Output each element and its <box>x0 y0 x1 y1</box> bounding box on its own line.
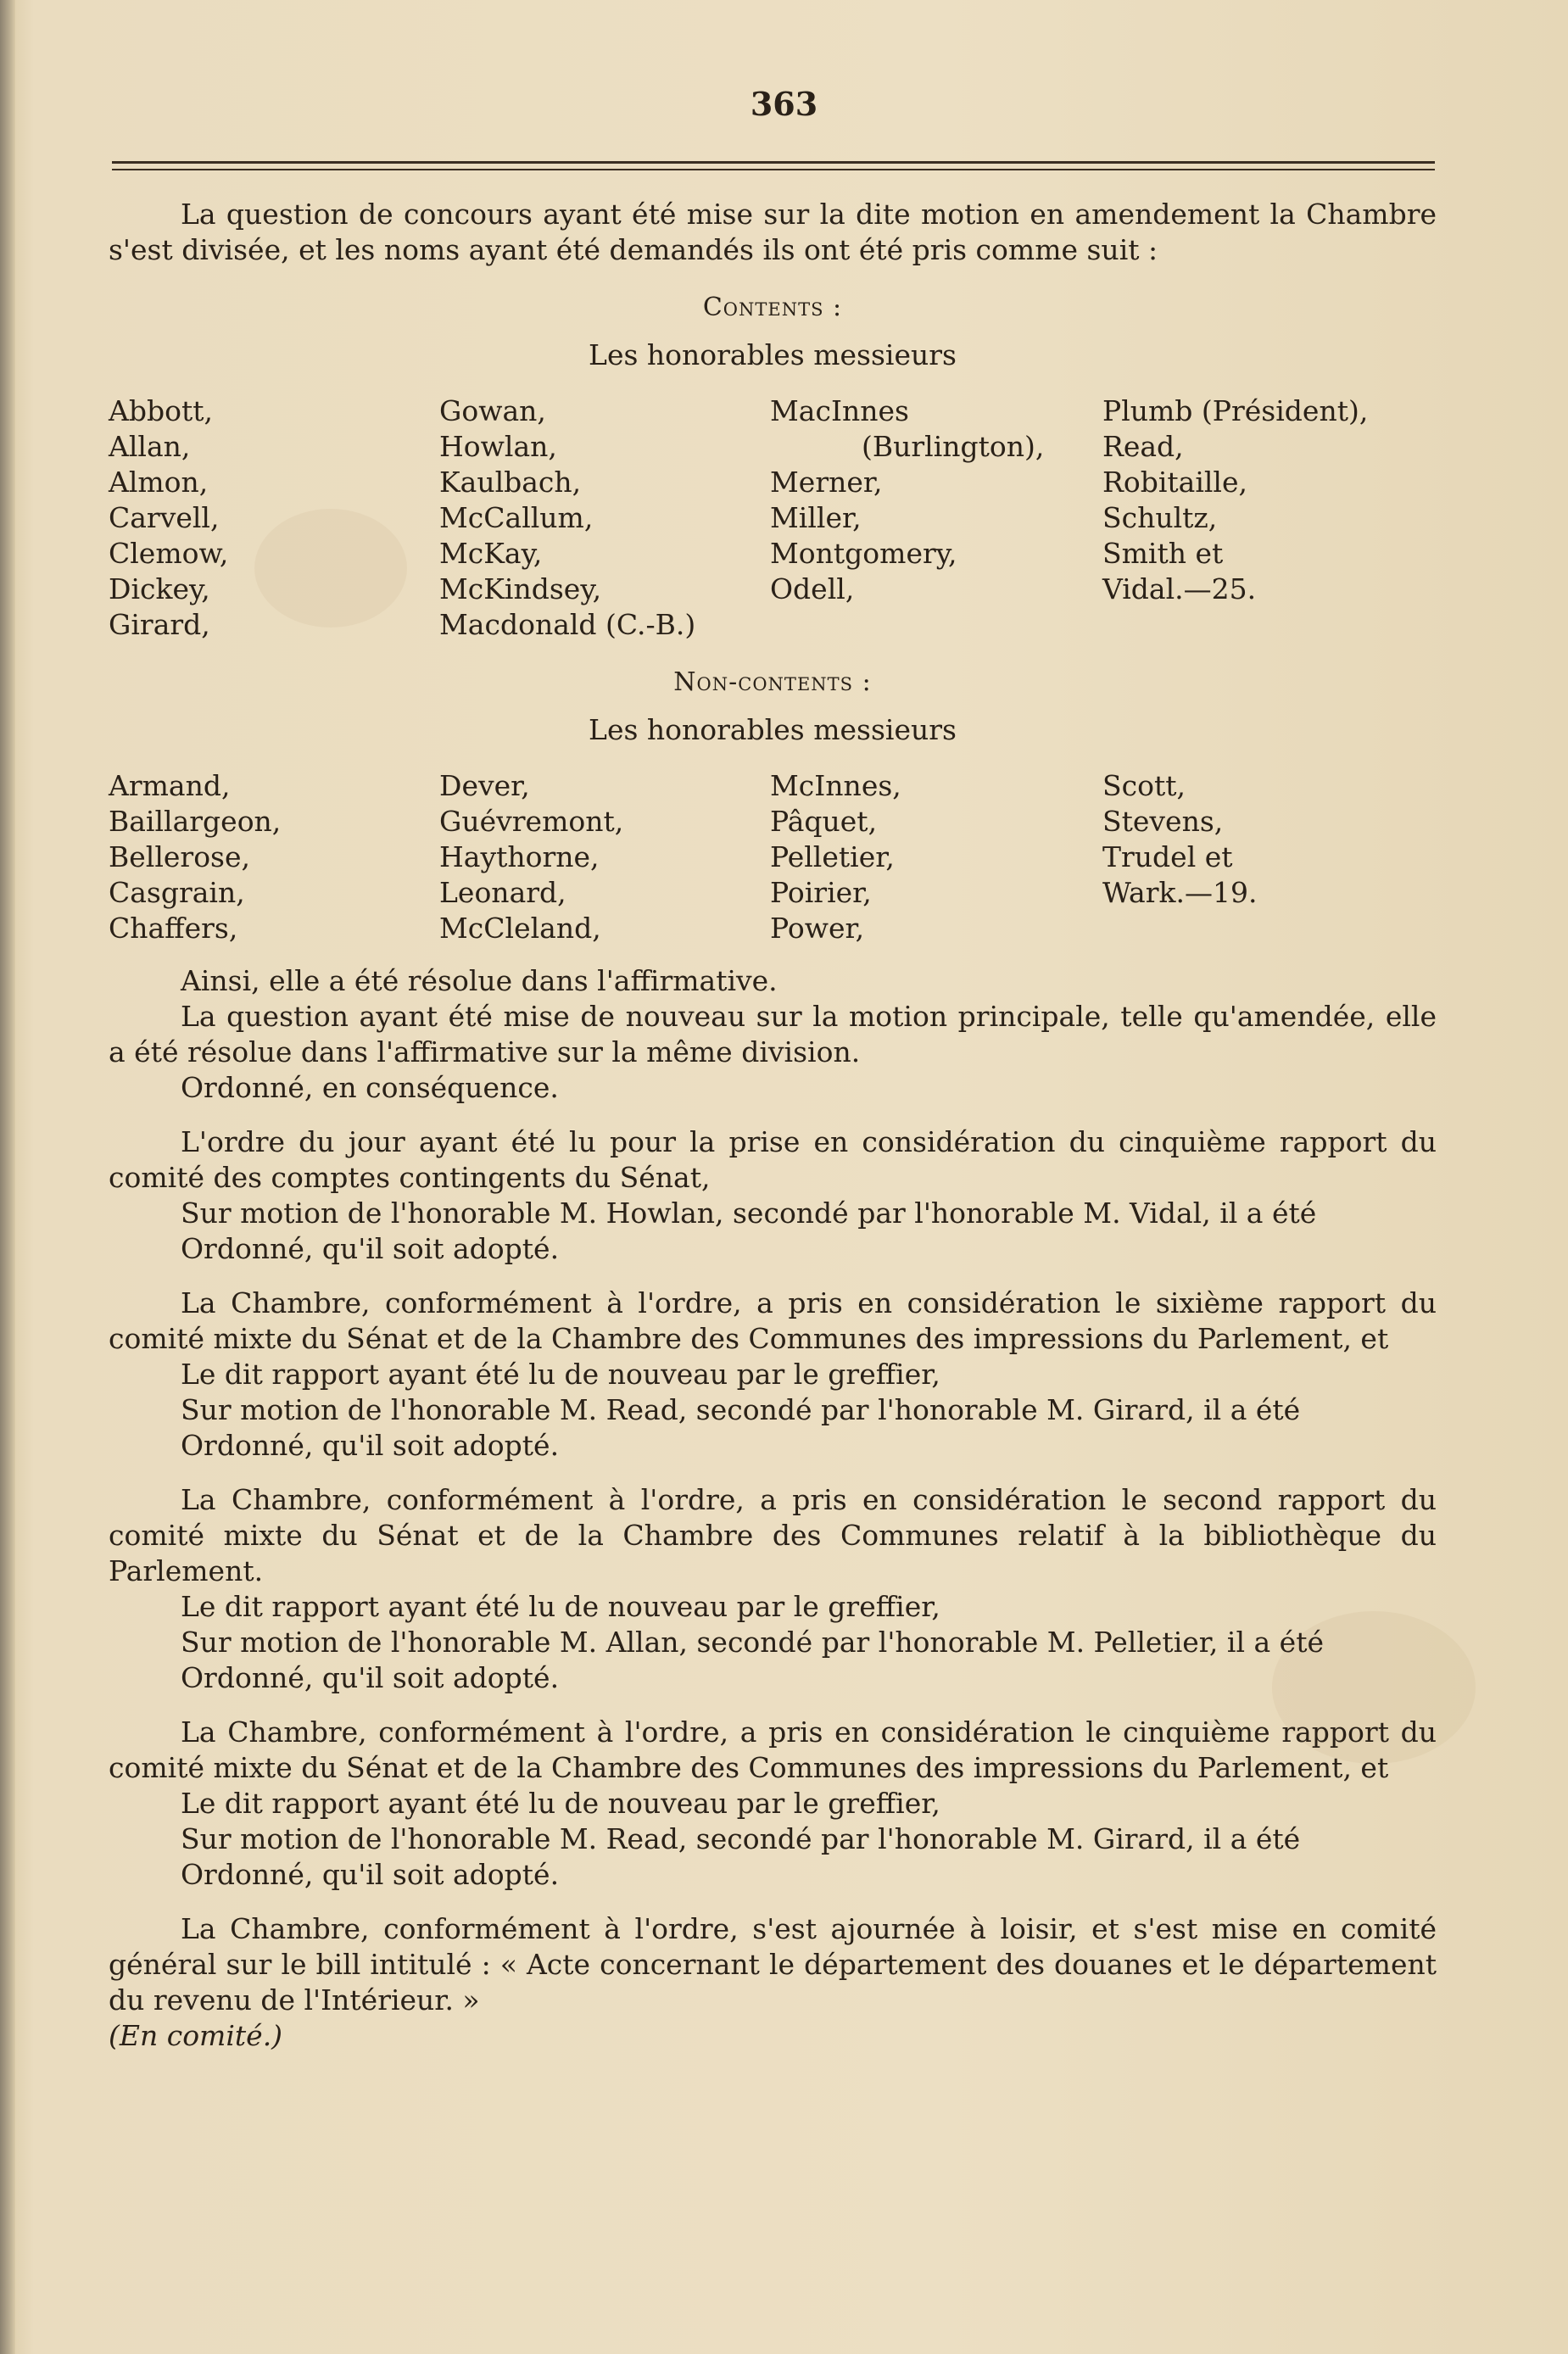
name-item: Robitaille, <box>1102 466 1248 499</box>
contents-column-3 <box>770 393 1102 643</box>
contents-heading <box>109 290 1437 326</box>
contents-subheading: Les honorables messieurs <box>589 338 957 371</box>
paragraph: La Chambre, conformément à l'ordre, a pris en considération le second rapport du comité mixte du Sénat et de la Chambre des Communes relatif à la bibliothèque du Parlement. <box>109 1483 1437 1587</box>
name-item: Plumb (Président), <box>1102 394 1369 427</box>
paragraph: Ordonné, qu'il soit adopté. <box>181 1429 560 1462</box>
contents-name-list <box>109 393 1437 643</box>
name-item: Poirier, <box>770 876 872 909</box>
name-item: McKindsey, <box>439 572 602 605</box>
name-item-continuation: (Burlington), <box>862 430 1045 463</box>
header-rule-thin <box>112 169 1435 170</box>
name-item: Casgrain, <box>109 876 245 909</box>
name-item: Leonard, <box>439 876 566 909</box>
paragraph: Sur motion de l'honorable M. Howlan, secondé par l'honorable M. Vidal, il a été <box>181 1197 1317 1230</box>
name-item: Power, <box>770 912 865 945</box>
non-contents-heading <box>109 665 1437 700</box>
book-spine <box>0 0 15 2354</box>
paragraph: Ordonné, en conséquence. <box>181 1071 559 1104</box>
name-item: Dever, <box>439 769 530 802</box>
paragraph: Ordonné, qu'il soit adopté. <box>181 1858 560 1891</box>
paragraph: La Chambre, conformément à l'ordre, a pris en considération le cinquième rapport du comité mixte du Sénat et de la Chambre des Communes des impressions du Parlement, et <box>109 1715 1437 1784</box>
paragraph: Le dit rapport ayant été lu de nouveau par le greffier, <box>181 1358 940 1391</box>
page-number: 363 <box>750 85 818 123</box>
non-contents-subheading: Les honorables messieurs <box>589 713 957 746</box>
name-item: Dickey, <box>109 572 210 605</box>
name-item: Haythorne, <box>439 840 600 873</box>
name-item: Odell, <box>770 572 855 605</box>
committee-marker: (En comité.) <box>109 2019 283 2052</box>
header-rule <box>112 161 1435 164</box>
name-item: McCallum, <box>439 501 594 534</box>
paragraph: L'ordre du jour ayant été lu pour la prise en considération du cinquième rapport du comité des comptes contingents du Sénat, <box>109 1125 1437 1194</box>
name-item: Guévremont, <box>439 805 624 838</box>
name-item: MacInnes <box>770 394 909 427</box>
name-item: Carvell, <box>109 501 220 534</box>
name-item: Pelletier, <box>770 840 895 873</box>
name-item: Schultz, <box>1102 501 1218 534</box>
non-contents-column-4 <box>1102 768 1437 946</box>
name-item: McCleland, <box>439 912 601 945</box>
name-item: Smith et <box>1102 537 1224 570</box>
name-item: McKay, <box>439 537 543 570</box>
contents-column-4 <box>1102 393 1437 643</box>
main-text <box>109 197 1437 2054</box>
paragraph: Ainsi, elle a été résolue dans l'affirmative. <box>181 964 778 997</box>
name-item: Read, <box>1102 430 1184 463</box>
paragraph: Sur motion de l'honorable M. Read, secondé par l'honorable M. Girard, il a été <box>181 1393 1301 1426</box>
contents-heading-text: Contents : <box>702 293 843 322</box>
name-item: Montgomery, <box>770 537 957 570</box>
name-item: Almon, <box>109 466 209 499</box>
name-item: Allan, <box>109 430 191 463</box>
paragraph: Sur motion de l'honorable M. Read, secondé par l'honorable M. Girard, il a été <box>181 1822 1301 1855</box>
name-item: Scott, <box>1102 769 1186 802</box>
name-item: Pâquet, <box>770 805 878 838</box>
paragraph: Ordonné, qu'il soit adopté. <box>181 1661 560 1694</box>
name-item: Girard, <box>109 608 210 641</box>
contents-column-1 <box>109 393 439 643</box>
intro-paragraph: La question de concours ayant été mise sur la dite motion en amendement la Chambre s'est divisée, et les noms ayant été demandés ils ont été pris comme suit : <box>109 198 1437 266</box>
paragraph: La question ayant été mise de nouveau sur la motion principale, telle qu'amendée, elle a été résolue dans l'affirmative sur la même division. <box>109 1000 1437 1068</box>
name-item: McInnes, <box>770 769 901 802</box>
name-item: Stevens, <box>1102 805 1224 838</box>
paragraph: Sur motion de l'honorable M. Allan, secondé par l'honorable M. Pelletier, il a été <box>181 1626 1324 1659</box>
name-item: Wark.—19. <box>1102 876 1258 909</box>
paragraph: La Chambre, conformément à l'ordre, s'est ajournée à loisir, et s'est mise en comité général sur le bill intitulé : « Acte concernant le département des douanes et le département du revenu de l'Intérieur. » <box>109 1912 1437 2017</box>
name-item: Howlan, <box>439 430 557 463</box>
non-contents-heading-text: Non-contents : <box>673 667 872 697</box>
name-item: Baillargeon, <box>109 805 282 838</box>
non-contents-column-2 <box>439 768 770 946</box>
name-item: Vidal.—25. <box>1102 572 1257 605</box>
paragraph: La Chambre, conformément à l'ordre, a pris en considération le sixième rapport du comité mixte du Sénat et de la Chambre des Communes des impressions du Parlement, et <box>109 1286 1437 1355</box>
name-item: Abbott, <box>109 394 213 427</box>
non-contents-column-3 <box>770 768 1102 946</box>
non-contents-name-list <box>109 768 1437 946</box>
paragraph: Le dit rapport ayant été lu de nouveau par le greffier, <box>181 1787 940 1820</box>
name-item: Merner, <box>770 466 883 499</box>
contents-column-2 <box>439 393 770 643</box>
name-item: Armand, <box>109 769 231 802</box>
name-item: Bellerose, <box>109 840 251 873</box>
name-item: Clemow, <box>109 537 229 570</box>
name-item: Gowan, <box>439 394 546 427</box>
name-item: Macdonald (C.-B.) <box>439 608 696 641</box>
name-item: Miller, <box>770 501 862 534</box>
name-item: Trudel et <box>1102 840 1233 873</box>
non-contents-column-1 <box>109 768 439 946</box>
name-item: Kaulbach, <box>439 466 582 499</box>
name-item: Chaffers, <box>109 912 238 945</box>
paragraph: Le dit rapport ayant été lu de nouveau par le greffier, <box>181 1590 940 1623</box>
paragraph: Ordonné, qu'il soit adopté. <box>181 1232 560 1265</box>
